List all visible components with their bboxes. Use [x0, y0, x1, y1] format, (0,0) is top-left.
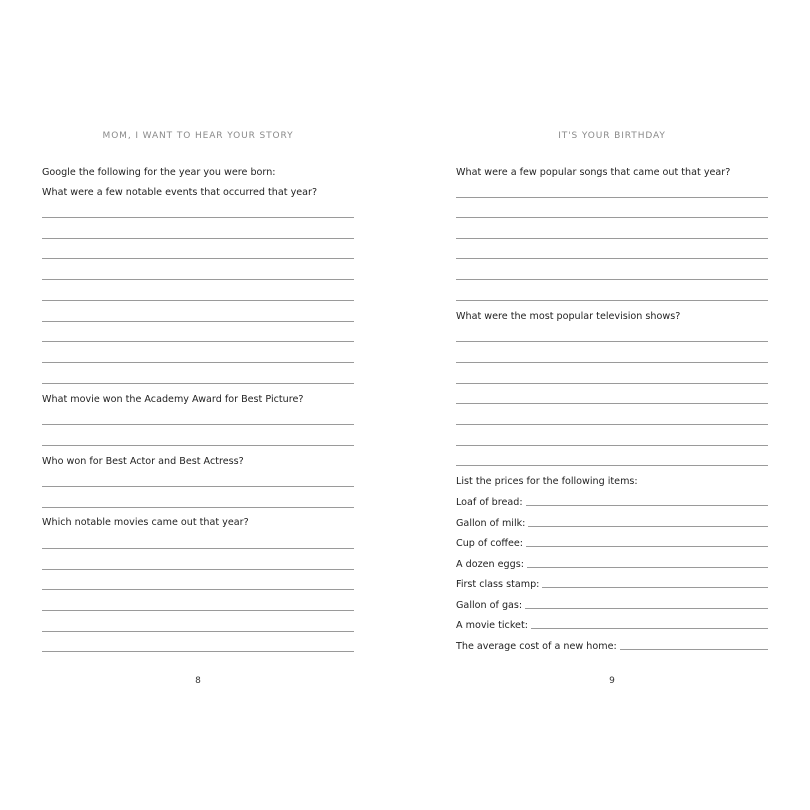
- writing-line[interactable]: [42, 238, 354, 239]
- writing-line[interactable]: [456, 238, 768, 239]
- writing-line[interactable]: [42, 610, 354, 611]
- writing-line[interactable]: [42, 569, 354, 570]
- writing-line[interactable]: [456, 341, 768, 342]
- price-row-gas[interactable]: [456, 600, 768, 612]
- price-fill-line[interactable]: [542, 587, 768, 588]
- price-label: Gallon of gas:: [456, 600, 523, 611]
- writing-line[interactable]: [456, 383, 768, 384]
- question-academy-award: What movie won the Academy Award for Best Picture?: [42, 394, 304, 405]
- writing-line[interactable]: [42, 631, 354, 632]
- writing-line[interactable]: [456, 279, 768, 280]
- writing-line[interactable]: [456, 424, 768, 425]
- writing-line[interactable]: [456, 197, 768, 198]
- writing-line[interactable]: [456, 258, 768, 259]
- writing-line[interactable]: [456, 465, 768, 466]
- intro-text: Google the following for the year you were born:: [42, 167, 276, 178]
- price-fill-line[interactable]: [620, 649, 768, 650]
- running-head: IT'S YOUR BIRTHDAY: [558, 131, 666, 141]
- page-number: 9: [609, 676, 615, 686]
- writing-line[interactable]: [42, 651, 354, 652]
- writing-line[interactable]: [456, 403, 768, 404]
- question-notable-movies: Which notable movies came out that year?: [42, 517, 249, 528]
- left-page: [42, 0, 354, 810]
- writing-line[interactable]: [42, 321, 354, 322]
- writing-line[interactable]: [42, 258, 354, 259]
- writing-line[interactable]: [42, 362, 354, 363]
- price-fill-line[interactable]: [526, 505, 768, 506]
- price-fill-line[interactable]: [531, 628, 768, 629]
- writing-line[interactable]: [42, 445, 354, 446]
- writing-line[interactable]: [42, 300, 354, 301]
- running-head: MOM, I WANT TO HEAR YOUR STORY: [102, 131, 294, 141]
- price-row-milk[interactable]: [456, 518, 768, 530]
- price-fill-line[interactable]: [525, 608, 768, 609]
- price-label: The average cost of a new home:: [456, 641, 617, 652]
- price-label: Cup of coffee:: [456, 538, 524, 549]
- price-label: Gallon of milk:: [456, 518, 526, 529]
- price-row-stamp[interactable]: [456, 579, 768, 591]
- question-best-actor-actress: Who won for Best Actor and Best Actress?: [42, 456, 244, 467]
- price-row-bread[interactable]: [456, 497, 768, 509]
- writing-line[interactable]: [42, 548, 354, 549]
- writing-line[interactable]: [456, 445, 768, 446]
- question-notable-events: What were a few notable events that occurred that year?: [42, 187, 318, 198]
- price-label: Loaf of bread:: [456, 497, 523, 508]
- price-row-coffee[interactable]: [456, 538, 768, 550]
- question-popular-songs: What were a few popular songs that came out that year?: [456, 167, 731, 178]
- price-label: First class stamp:: [456, 579, 540, 590]
- writing-line[interactable]: [42, 279, 354, 280]
- writing-line[interactable]: [42, 486, 354, 487]
- price-row-new-home[interactable]: [456, 641, 768, 653]
- price-row-movie-ticket[interactable]: [456, 620, 768, 632]
- writing-line[interactable]: [456, 217, 768, 218]
- prices-intro: List the prices for the following items:: [456, 476, 638, 487]
- price-fill-line[interactable]: [526, 546, 768, 547]
- writing-line[interactable]: [42, 341, 354, 342]
- price-row-eggs[interactable]: [456, 559, 768, 571]
- writing-line[interactable]: [42, 589, 354, 590]
- writing-line[interactable]: [42, 217, 354, 218]
- price-label: A movie ticket:: [456, 620, 528, 631]
- price-label: A dozen eggs:: [456, 559, 524, 570]
- price-fill-line[interactable]: [527, 567, 768, 568]
- right-page: [456, 0, 768, 810]
- question-television-shows: What were the most popular television shows?: [456, 311, 681, 322]
- writing-line[interactable]: [42, 383, 354, 384]
- writing-line[interactable]: [456, 300, 768, 301]
- price-fill-line[interactable]: [528, 526, 768, 527]
- page-number: 8: [195, 676, 201, 686]
- writing-line[interactable]: [42, 507, 354, 508]
- writing-line[interactable]: [456, 362, 768, 363]
- writing-line[interactable]: [42, 424, 354, 425]
